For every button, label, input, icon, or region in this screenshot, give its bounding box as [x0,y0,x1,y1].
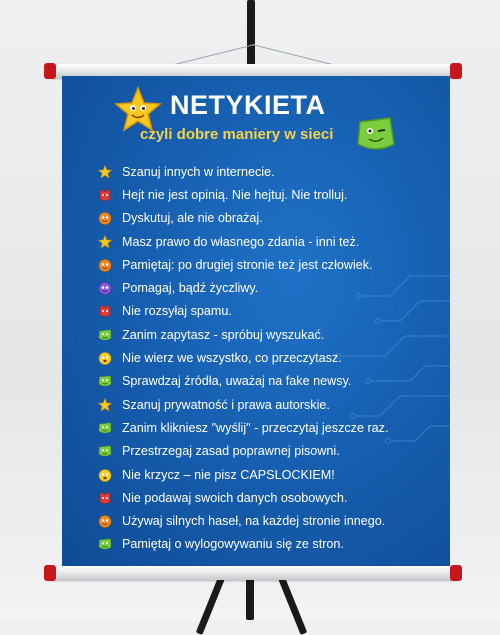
green-monster-icon [98,374,112,388]
banner-bottom-rail [48,566,458,580]
poster-subtitle: czyli dobre maniery w sieci [140,126,334,143]
rail-cap-right [450,565,462,581]
rail-cap-left [44,565,56,581]
easel-pole-bottom [246,574,254,620]
rail-cap-left [44,63,56,79]
star-icon [98,398,112,412]
star-icon [98,235,112,249]
netiquette-rule [98,183,438,206]
green-winking-mascot-icon [354,114,396,154]
rule-text: Hejt nie jest opinią. Nie hejtuj. Nie trolluj. [122,187,348,202]
netiquette-rule [98,533,438,556]
rule-text: Używaj silnych haseł, na każdej stronie innego. [122,514,386,529]
orange-monster-icon [98,211,112,225]
netiquette-rule [98,463,438,486]
purple-monster-icon [98,281,112,295]
rule-text: Pomagaj, bądź życzliwy. [122,281,259,296]
netiquette-rule [98,323,438,346]
netiquette-rule [98,416,438,439]
netiquette-rule [98,276,438,299]
green-monster-icon [98,444,112,458]
netiquette-rule [98,440,438,463]
poster-title: NETYKIETA [170,90,326,120]
red-monster-icon [98,491,112,505]
easel-leg-left [196,577,225,635]
rule-text: Szanuj prywatność i prawa autorskie. [122,397,330,412]
rule-text: Szanuj innych w internecie. [122,164,275,179]
netiquette-banner [62,76,450,568]
netiquette-rule [98,370,438,393]
yellow-monster-icon [98,468,112,482]
rule-text: Masz prawo do własnego zdania - inni też. [122,234,360,249]
yellow-monster-icon [98,351,112,365]
easel-pole-top [247,0,255,72]
netiquette-rule [98,486,438,509]
rail-cap-right [450,63,462,79]
green-monster-icon [98,421,112,435]
rule-text: Dyskutuj, ale nie obrażaj. [122,211,263,226]
netiquette-rule [98,300,438,323]
rule-text: Pamiętaj o wylogowywaniu się ze stron. [122,537,344,552]
red-monster-icon [98,188,112,202]
netiquette-rule [98,230,438,253]
rule-text: Nie podawaj swoich danych osobowych. [122,490,348,505]
rule-text: Przestrzegaj zasad poprawnej pisowni. [122,444,340,459]
orange-monster-icon [98,514,112,528]
netiquette-rule [98,346,438,369]
netiquette-rule [98,393,438,416]
rule-text: Pamiętaj: po drugiej stronie też jest człowiek. [122,257,373,272]
green-monster-icon [98,328,112,342]
green-monster-icon [98,537,112,551]
rule-text: Nie krzycz – nie pisz CAPSLOCKIEM! [122,467,335,482]
netiquette-rule [98,207,438,230]
netiquette-rule [98,160,438,183]
easel-leg-right [278,577,307,635]
rule-text: Nie rozsyłaj spamu. [122,304,232,319]
red-monster-icon [98,304,112,318]
netiquette-rule [98,509,438,532]
star-icon [98,165,112,179]
rule-text: Zanim klikniesz "wyślij" - przeczytaj jeszcze raz. [122,420,389,435]
netiquette-rule [98,253,438,276]
netiquette-rules-list [98,160,438,556]
rule-text: Zanim zapytasz - spróbuj wyszukać. [122,327,325,342]
rule-text: Sprawdzaj źródła, uważaj na fake newsy. [122,374,352,389]
rule-text: Nie wierz we wszystko, co przeczytasz. [122,351,342,366]
orange-monster-icon [98,258,112,272]
